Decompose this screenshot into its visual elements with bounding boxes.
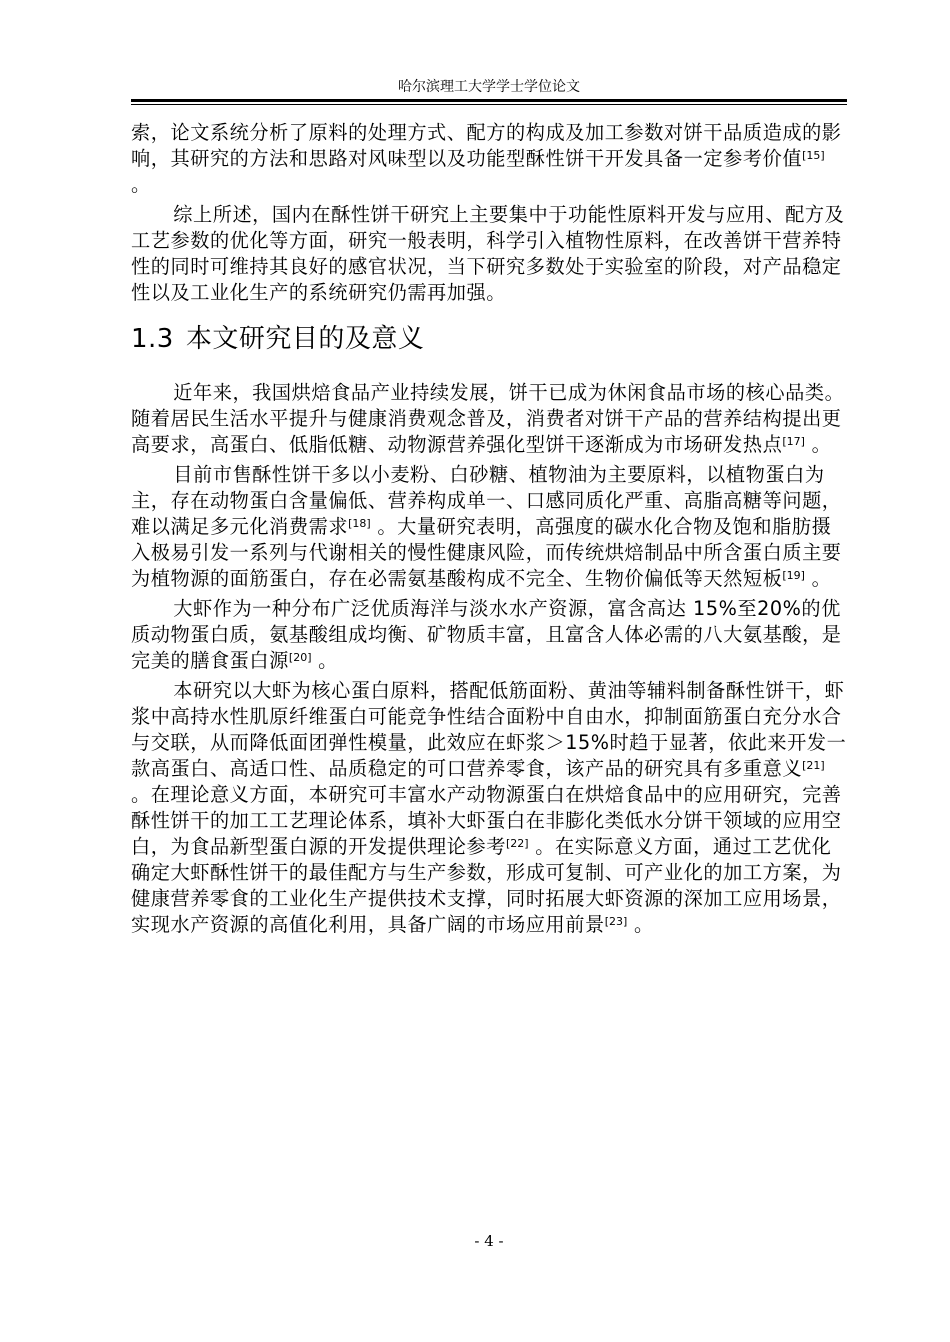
section-heading [131, 322, 847, 356]
section-number: 1.3 [131, 324, 174, 354]
citation-15: [15] [802, 149, 825, 162]
paragraph-text: 综上所述，国内在酥性饼干研究上主要集中于功能性原料开发与应用、配方及工艺参数的优化等方面，研究一般表明，科学引入植物性原料，在改善饼干营养特性的同时可维持其良好的感官状况，当下研究多数处于实验室的阶段，对产品稳定性以及工业化生产的系统研究仍需再加强。 [131, 203, 845, 304]
paragraph-tail: 。 [311, 649, 338, 672]
paragraph-tail: 。 [804, 433, 832, 456]
paragraph-market-problems [131, 462, 847, 592]
citation-19: [19] [782, 569, 805, 582]
paragraph-background [131, 380, 847, 458]
paragraph-research-significance [131, 678, 847, 938]
page-body [131, 120, 847, 938]
citation-17: [17] [782, 435, 805, 448]
paragraph-tail: 。 [627, 913, 654, 936]
running-header: 哈尔滨理工大学学士学位论文 [398, 79, 580, 95]
section-title: 本文研究目的及意义 [185, 324, 425, 354]
paragraph-continuation [131, 120, 847, 198]
paragraph-text-3: 。在实际意义方面，通过工艺优化确定大虾酥性饼干的最佳配方与生产参数，形成可复制、可产业化的加工方案，为健康营养零食的工业化生产提供技术支撑，同时拓展大虾资源的深加工应用场景，实现水产资源的高值化利用，具备广阔的市场应用前景 [131, 835, 842, 936]
page-number: - 4 - [474, 1232, 504, 1250]
paragraph-text: 索，论文系统分析了原料的处理方式、配方的构成及加工参数对饼干品质造成的影响，其研究的方法和思路对风味型以及功能型酥性饼干开发具备一定参考价值 [131, 121, 842, 170]
citation-22: [22] [506, 837, 529, 850]
paragraph-tail: 。 [804, 567, 832, 590]
citation-21: [21] [802, 759, 825, 772]
paragraph-text-2: 。在理论意义方面，本研究可丰富水产动物源蛋白在烘焙食品中的应用研究，完善酥性饼干的加工工艺理论体系，填补大虾蛋白在非膨化类低水分饼干领域的应用空白，为食品新型蛋白源的开发提供理论参考 [131, 783, 842, 858]
paragraph-summary [131, 202, 847, 306]
paragraph-text: 大虾作为一种分布广泛优质海洋与淡水水产资源，富含高达 15%至20%的优质动物蛋白质，氨基酸组成均衡、矿物质丰富，且富含人体必需的八大氨基酸，是完美的膳食蛋白源 [131, 597, 842, 672]
paragraph-shrimp-protein [131, 596, 847, 674]
paragraph-text: 目前市售酥性饼干多以小麦粉、白砂糖、植物油为主要原料，以植物蛋白为主，存在动物蛋白含量偏低、营养构成单一、口感同质化严重、高脂高糖等问题，难以满足多元化消费需求 [131, 463, 842, 538]
paragraph-tail: 。 [131, 173, 151, 196]
citation-20: [20] [288, 651, 312, 664]
header-rule-thick [131, 99, 847, 102]
citation-23: [23] [604, 915, 628, 928]
citation-18: [18] [348, 517, 371, 530]
paragraph-text: 本研究以大虾为核心蛋白原料，搭配低筋面粉、黄油等辅料制备酥性饼干，虾浆中高持水性肌原纤维蛋白可能竞争性结合面粉中自由水，抑制面筋蛋白充分水合与交联，从而降低面团弹性模量，此效应在虾浆＞15%时趋于显著，依此来开发一款高蛋白、高适口性、品质稳定的可口营养零食，该产品的研究具有多重意义 [131, 679, 847, 780]
paragraph-text-2: 。大量研究表明，高强度的碳水化合物及饱和脂肪摄入极易引发一系列与代谢相关的慢性健康风险，而传统烘焙制品中所含蛋白质主要为植物源的面筋蛋白，存在必需氨基酸构成不完全、生物价偏低等天然短板 [131, 515, 842, 590]
paragraph-text: 近年来，我国烘焙食品产业持续发展，饼干已成为休闲食品市场的核心品类。随着居民生活水平提升与健康消费观念普及，消费者对饼干产品的营养结构提出更高要求，高蛋白、低脂低糖、动物源营养强化型饼干逐渐成为市场研发热点 [131, 381, 845, 456]
header-rule-thin [131, 104, 847, 105]
